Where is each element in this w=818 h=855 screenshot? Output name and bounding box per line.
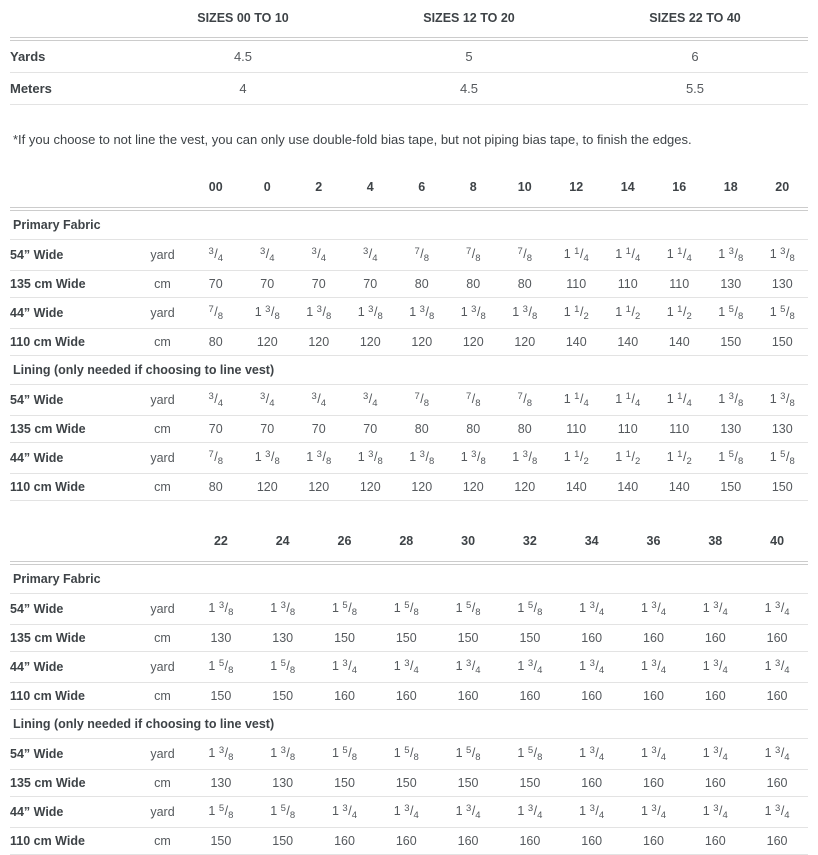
yardage-value-cell: 1 $^5/_8$ — [437, 594, 499, 625]
yardage-value-cell: 1 $^3/_8$ — [396, 443, 448, 474]
yardage-value-cell: 160 — [437, 683, 499, 710]
yardage-value-cell: 160 — [746, 770, 808, 797]
yardage-value-cell: 1 $^5/_8$ — [499, 594, 561, 625]
yardage-value-cell: 160 — [375, 683, 437, 710]
yardage-value-cell: 1 $^1/_4$ — [551, 240, 603, 271]
yardage-value-cell: 1 $^1/_2$ — [654, 443, 706, 474]
unit-cell: yard — [135, 298, 190, 329]
unit-cell: cm — [135, 271, 190, 298]
yardage-value-cell: 150 — [375, 625, 437, 652]
fabric-row — [10, 828, 808, 855]
yardage-value-cell: $^3/_4$ — [345, 385, 397, 416]
yardage-summary-table — [10, 2, 808, 105]
size-column-header: 26 — [314, 524, 376, 563]
fabric-row-label: 44” Wide — [10, 443, 135, 474]
fabric-row — [10, 770, 808, 797]
fabric-row-label: 110 cm Wide — [10, 474, 135, 501]
yardage-value-cell: 140 — [551, 329, 603, 356]
yardage-value-cell: 110 — [654, 271, 706, 298]
yardage-value-cell: 150 — [499, 770, 561, 797]
yardage-value-cell: 1 $^3/_4$ — [437, 652, 499, 683]
yardage-value-cell: 70 — [345, 416, 397, 443]
yardage-value-cell: 150 — [252, 828, 314, 855]
size-column-header: 16 — [654, 170, 706, 209]
yardage-value-cell: 150 — [314, 770, 376, 797]
yardage-value-cell: 1 $^5/_8$ — [190, 797, 252, 828]
unit-cell: cm — [135, 625, 190, 652]
fabric-row — [10, 298, 808, 329]
yardage-value-cell: 120 — [448, 329, 500, 356]
yardage-value-cell: 1 $^3/_8$ — [242, 443, 294, 474]
fabric-row — [10, 474, 808, 501]
fabric-row — [10, 594, 808, 625]
yardage-value-cell: 120 — [242, 329, 294, 356]
fabric-row-label: 44” Wide — [10, 797, 135, 828]
yardage-value-cell: 1 $^3/_4$ — [746, 739, 808, 770]
yardage-value-cell: 160 — [314, 828, 376, 855]
size-column-header: 0 — [242, 170, 294, 209]
fabric-row — [10, 443, 808, 474]
summary-row-label: Meters — [10, 73, 130, 105]
summary-value-cell: 4.5 — [356, 73, 582, 105]
size-column-header: 32 — [499, 524, 561, 563]
yardage-value-cell: $^7/_8$ — [396, 240, 448, 271]
yardage-value-cell: 70 — [242, 416, 294, 443]
size-tables-container — [10, 170, 808, 855]
yardage-value-cell: 160 — [623, 625, 685, 652]
section-row — [10, 209, 808, 240]
yardage-value-cell: 160 — [684, 828, 746, 855]
yardage-value-cell: 80 — [190, 474, 242, 501]
yardage-value-cell: 80 — [396, 416, 448, 443]
size-column-header: 14 — [602, 170, 654, 209]
size-column-header: 8 — [448, 170, 500, 209]
label-corner-cell — [10, 524, 135, 563]
yardage-value-cell: 160 — [314, 683, 376, 710]
yardage-value-cell: 1 $^1/_4$ — [654, 240, 706, 271]
yardage-value-cell: 1 $^3/_8$ — [345, 443, 397, 474]
fabric-row-label: 135 cm Wide — [10, 625, 135, 652]
yardage-value-cell: 120 — [293, 474, 345, 501]
section-row — [10, 563, 808, 594]
unit-cell: yard — [135, 443, 190, 474]
fabric-row-label: 110 cm Wide — [10, 329, 135, 356]
unit-cell: cm — [135, 683, 190, 710]
size-header-row — [10, 170, 808, 209]
yardage-value-cell: 160 — [375, 828, 437, 855]
summary-value-cell: 6 — [582, 39, 808, 73]
yardage-value-cell: $^7/_8$ — [448, 385, 500, 416]
yardage-value-cell: $^7/_8$ — [448, 240, 500, 271]
yardage-value-cell: 1 $^5/_8$ — [437, 739, 499, 770]
size-column-header: 4 — [345, 170, 397, 209]
fabric-row-label: 54” Wide — [10, 739, 135, 770]
yardage-value-cell: 1 $^3/_4$ — [499, 652, 561, 683]
label-corner-cell — [10, 170, 135, 209]
unit-cell: yard — [135, 652, 190, 683]
fabric-row — [10, 329, 808, 356]
yardage-value-cell: 130 — [757, 271, 809, 298]
yardage-value-cell: 1 $^5/_8$ — [499, 739, 561, 770]
yardage-value-cell: 130 — [190, 625, 252, 652]
fabric-size-table — [10, 170, 808, 501]
yardage-value-cell: 120 — [242, 474, 294, 501]
yardage-value-cell: 1 $^3/_8$ — [190, 739, 252, 770]
yardage-value-cell: 120 — [396, 474, 448, 501]
yardage-value-cell: 1 $^1/_4$ — [602, 240, 654, 271]
unit-cell: yard — [135, 594, 190, 625]
yardage-value-cell: 80 — [499, 271, 551, 298]
yardage-value-cell: 1 $^3/_8$ — [252, 594, 314, 625]
yardage-value-cell: $^3/_4$ — [242, 385, 294, 416]
yardage-value-cell: 1 $^3/_4$ — [684, 797, 746, 828]
section-title: Lining (only needed if choosing to line vest) — [10, 710, 808, 739]
yardage-value-cell: 1 $^3/_4$ — [684, 739, 746, 770]
yardage-value-cell: 1 $^5/_8$ — [757, 443, 809, 474]
yardage-value-cell: 1 $^3/_8$ — [293, 298, 345, 329]
summary-value-cell: 4.5 — [130, 39, 356, 73]
summary-size-group-header: SIZES 00 TO 10 — [130, 2, 356, 39]
yardage-value-cell: 140 — [654, 474, 706, 501]
section-row — [10, 710, 808, 739]
yardage-value-cell: 1 $^3/_8$ — [757, 240, 809, 271]
size-body — [10, 209, 808, 501]
fabric-row — [10, 797, 808, 828]
yardage-value-cell: $^3/_4$ — [293, 240, 345, 271]
size-column-header: 18 — [705, 170, 757, 209]
unit-cell: yard — [135, 797, 190, 828]
fabric-row — [10, 240, 808, 271]
size-column-header: 30 — [437, 524, 499, 563]
unit-cell: yard — [135, 240, 190, 271]
section-title: Primary Fabric — [10, 209, 808, 240]
yardage-value-cell: 150 — [375, 770, 437, 797]
yardage-value-cell: 1 $^1/_2$ — [602, 443, 654, 474]
fabric-size-table — [10, 524, 808, 855]
yardage-value-cell: 160 — [561, 828, 623, 855]
yardage-value-cell: 1 $^3/_4$ — [623, 797, 685, 828]
yardage-value-cell: 130 — [705, 271, 757, 298]
yardage-value-cell: 160 — [623, 770, 685, 797]
yardage-value-cell: 120 — [345, 329, 397, 356]
yardage-value-cell: 70 — [293, 416, 345, 443]
fabric-row — [10, 683, 808, 710]
yardage-value-cell: 1 $^5/_8$ — [705, 443, 757, 474]
yardage-value-cell: 150 — [705, 474, 757, 501]
yardage-value-cell: 1 $^5/_8$ — [375, 739, 437, 770]
yardage-value-cell: 1 $^5/_8$ — [190, 652, 252, 683]
yardage-value-cell: 110 — [602, 416, 654, 443]
yardage-value-cell: 1 $^3/_4$ — [746, 594, 808, 625]
fabric-row-label: 135 cm Wide — [10, 416, 135, 443]
yardage-value-cell: 1 $^3/_4$ — [684, 594, 746, 625]
size-column-header: 36 — [623, 524, 685, 563]
yardage-value-cell: 1 $^5/_8$ — [757, 298, 809, 329]
yardage-value-cell: $^7/_8$ — [499, 240, 551, 271]
yardage-value-cell: 160 — [437, 828, 499, 855]
yardage-value-cell: 120 — [396, 329, 448, 356]
yardage-value-cell: 1 $^3/_8$ — [293, 443, 345, 474]
yardage-value-cell: $^7/_8$ — [190, 298, 242, 329]
yardage-value-cell: 160 — [684, 625, 746, 652]
yardage-value-cell: 160 — [561, 770, 623, 797]
size-column-header: 00 — [190, 170, 242, 209]
yardage-value-cell: 150 — [705, 329, 757, 356]
yardage-value-cell: 80 — [448, 271, 500, 298]
yardage-value-cell: 1 $^3/_4$ — [375, 797, 437, 828]
yardage-value-cell: 1 $^5/_8$ — [314, 739, 376, 770]
summary-value-cell: 5 — [356, 39, 582, 73]
yardage-value-cell: 160 — [561, 683, 623, 710]
fabric-row-label: 44” Wide — [10, 652, 135, 683]
summary-row-label: Yards — [10, 39, 130, 73]
unit-cell: cm — [135, 828, 190, 855]
unit-corner-cell — [135, 170, 190, 209]
yardage-value-cell: 1 $^3/_8$ — [705, 385, 757, 416]
size-column-header: 34 — [561, 524, 623, 563]
summary-size-group-header: SIZES 22 TO 40 — [582, 2, 808, 39]
summary-value-cell: 4 — [130, 73, 356, 105]
yardage-value-cell: 150 — [314, 625, 376, 652]
yardage-value-cell: 120 — [345, 474, 397, 501]
summary-row — [10, 73, 808, 105]
yardage-value-cell: 1 $^1/_4$ — [551, 385, 603, 416]
summary-body — [10, 39, 808, 105]
yardage-value-cell: 160 — [746, 625, 808, 652]
section-title: Lining (only needed if choosing to line vest) — [10, 356, 808, 385]
lining-note: *If you choose to not line the vest, you can only use double-fold bias tape, but not piping bias tape, to finish the edges. — [13, 132, 692, 147]
fabric-row-label: 54” Wide — [10, 240, 135, 271]
yardage-value-cell: 150 — [252, 683, 314, 710]
yardage-value-cell: 1 $^3/_4$ — [623, 739, 685, 770]
yardage-value-cell: 120 — [293, 329, 345, 356]
yardage-value-cell: 1 $^1/_2$ — [551, 298, 603, 329]
yardage-value-cell: 1 $^3/_4$ — [314, 797, 376, 828]
fabric-row — [10, 385, 808, 416]
yardage-value-cell: 1 $^3/_4$ — [437, 797, 499, 828]
fabric-row — [10, 739, 808, 770]
yardage-value-cell: 160 — [684, 770, 746, 797]
yardage-value-cell: 150 — [190, 828, 252, 855]
yardage-value-cell: 160 — [499, 828, 561, 855]
yardage-value-cell: 70 — [293, 271, 345, 298]
yardage-value-cell: 140 — [551, 474, 603, 501]
yardage-value-cell: 70 — [345, 271, 397, 298]
size-column-header: 28 — [375, 524, 437, 563]
yardage-value-cell: 150 — [499, 625, 561, 652]
yardage-value-cell: 110 — [602, 271, 654, 298]
yardage-value-cell: 160 — [561, 625, 623, 652]
yardage-value-cell: 1 $^5/_8$ — [705, 298, 757, 329]
yardage-value-cell: 1 $^3/_4$ — [561, 594, 623, 625]
unit-corner-cell — [135, 524, 190, 563]
yardage-value-cell: 120 — [499, 474, 551, 501]
fabric-row-label: 44” Wide — [10, 298, 135, 329]
yardage-value-cell: 1 $^1/_2$ — [551, 443, 603, 474]
yardage-value-cell: 150 — [437, 625, 499, 652]
yardage-value-cell: 1 $^1/_2$ — [654, 298, 706, 329]
size-head — [10, 170, 808, 209]
size-column-header: 6 — [396, 170, 448, 209]
size-column-header: 40 — [746, 524, 808, 563]
yardage-value-cell: 110 — [551, 271, 603, 298]
yardage-value-cell: 150 — [757, 329, 809, 356]
yardage-value-cell: 1 $^3/_8$ — [345, 298, 397, 329]
yardage-value-cell: 80 — [396, 271, 448, 298]
fabric-row-label: 54” Wide — [10, 594, 135, 625]
yardage-value-cell: 1 $^3/_4$ — [623, 652, 685, 683]
yardage-value-cell: 1 $^3/_4$ — [623, 594, 685, 625]
yardage-value-cell: 130 — [190, 770, 252, 797]
yardage-value-cell: 70 — [242, 271, 294, 298]
yardage-value-cell: 1 $^3/_8$ — [396, 298, 448, 329]
yardage-value-cell: 160 — [746, 683, 808, 710]
fabric-row-label: 135 cm Wide — [10, 770, 135, 797]
yardage-value-cell: 160 — [499, 683, 561, 710]
yardage-value-cell: 1 $^3/_4$ — [746, 652, 808, 683]
size-column-header: 12 — [551, 170, 603, 209]
yardage-value-cell: 1 $^3/_8$ — [448, 298, 500, 329]
yardage-value-cell: 1 $^1/_4$ — [602, 385, 654, 416]
yardage-value-cell: 1 $^3/_4$ — [561, 797, 623, 828]
size-column-header: 38 — [684, 524, 746, 563]
unit-cell: cm — [135, 770, 190, 797]
yardage-value-cell: 130 — [252, 625, 314, 652]
yardage-value-cell: 1 $^3/_4$ — [561, 739, 623, 770]
yardage-value-cell: $^3/_4$ — [190, 240, 242, 271]
unit-cell: cm — [135, 329, 190, 356]
fabric-requirements-page — [0, 2, 818, 855]
yardage-value-cell: $^7/_8$ — [190, 443, 242, 474]
yardage-value-cell: 1 $^3/_8$ — [499, 443, 551, 474]
fabric-row — [10, 625, 808, 652]
yardage-value-cell: 120 — [448, 474, 500, 501]
yardage-value-cell: 1 $^3/_4$ — [684, 652, 746, 683]
yardage-value-cell: 70 — [190, 271, 242, 298]
yardage-value-cell: 1 $^3/_8$ — [705, 240, 757, 271]
yardage-value-cell: 1 $^3/_8$ — [757, 385, 809, 416]
yardage-value-cell: 150 — [190, 683, 252, 710]
yardage-value-cell: 1 $^3/_4$ — [375, 652, 437, 683]
yardage-value-cell: $^3/_4$ — [293, 385, 345, 416]
yardage-value-cell: 1 $^3/_8$ — [190, 594, 252, 625]
fabric-row-label: 110 cm Wide — [10, 828, 135, 855]
yardage-value-cell: $^3/_4$ — [345, 240, 397, 271]
yardage-value-cell: 1 $^3/_8$ — [242, 298, 294, 329]
yardage-value-cell: 1 $^5/_8$ — [252, 652, 314, 683]
yardage-value-cell: 80 — [448, 416, 500, 443]
yardage-value-cell: 1 $^5/_8$ — [314, 594, 376, 625]
yardage-value-cell: $^3/_4$ — [190, 385, 242, 416]
yardage-value-cell: $^7/_8$ — [499, 385, 551, 416]
yardage-value-cell: 1 $^5/_8$ — [252, 797, 314, 828]
yardage-value-cell: 1 $^3/_4$ — [746, 797, 808, 828]
yardage-value-cell: 160 — [623, 828, 685, 855]
yardage-value-cell: 110 — [654, 416, 706, 443]
summary-row — [10, 39, 808, 73]
fabric-row — [10, 271, 808, 298]
yardage-value-cell: 80 — [499, 416, 551, 443]
yardage-value-cell: 1 $^3/_8$ — [499, 298, 551, 329]
size-header-row — [10, 524, 808, 563]
summary-size-group-header: SIZES 12 TO 20 — [356, 2, 582, 39]
size-column-header: 2 — [293, 170, 345, 209]
unit-cell: yard — [135, 385, 190, 416]
size-column-header: 24 — [252, 524, 314, 563]
yardage-value-cell: 120 — [499, 329, 551, 356]
size-column-header: 20 — [757, 170, 809, 209]
size-head — [10, 524, 808, 563]
yardage-value-cell: 140 — [602, 474, 654, 501]
yardage-value-cell: 140 — [654, 329, 706, 356]
yardage-value-cell: 80 — [190, 329, 242, 356]
yardage-value-cell: $^3/_4$ — [242, 240, 294, 271]
fabric-row — [10, 416, 808, 443]
yardage-value-cell: $^7/_8$ — [396, 385, 448, 416]
yardage-value-cell: 1 $^5/_8$ — [375, 594, 437, 625]
yardage-value-cell: 160 — [684, 683, 746, 710]
fabric-row — [10, 652, 808, 683]
yardage-value-cell: 1 $^1/_2$ — [602, 298, 654, 329]
fabric-row-label: 135 cm Wide — [10, 271, 135, 298]
yardage-value-cell: 70 — [190, 416, 242, 443]
section-title: Primary Fabric — [10, 563, 808, 594]
yardage-value-cell: 1 $^3/_4$ — [499, 797, 561, 828]
yardage-value-cell: 1 $^3/_8$ — [252, 739, 314, 770]
yardage-value-cell: 160 — [746, 828, 808, 855]
summary-head — [10, 2, 808, 39]
summary-header-row — [10, 2, 808, 39]
yardage-value-cell: 1 $^3/_4$ — [314, 652, 376, 683]
fabric-row-label: 54” Wide — [10, 385, 135, 416]
yardage-value-cell: 130 — [252, 770, 314, 797]
yardage-value-cell: 110 — [551, 416, 603, 443]
fabric-row-label: 110 cm Wide — [10, 683, 135, 710]
unit-cell: cm — [135, 474, 190, 501]
yardage-value-cell: 1 $^3/_4$ — [561, 652, 623, 683]
summary-corner-cell — [10, 2, 130, 39]
yardage-value-cell: 150 — [757, 474, 809, 501]
yardage-value-cell: 130 — [757, 416, 809, 443]
yardage-value-cell: 150 — [437, 770, 499, 797]
yardage-value-cell: 140 — [602, 329, 654, 356]
yardage-value-cell: 130 — [705, 416, 757, 443]
section-row — [10, 356, 808, 385]
size-column-header: 10 — [499, 170, 551, 209]
unit-cell: yard — [135, 739, 190, 770]
summary-value-cell: 5.5 — [582, 73, 808, 105]
unit-cell: cm — [135, 416, 190, 443]
size-body — [10, 563, 808, 855]
yardage-value-cell: 160 — [623, 683, 685, 710]
yardage-value-cell: 1 $^3/_8$ — [448, 443, 500, 474]
size-column-header: 22 — [190, 524, 252, 563]
yardage-value-cell: 1 $^1/_4$ — [654, 385, 706, 416]
